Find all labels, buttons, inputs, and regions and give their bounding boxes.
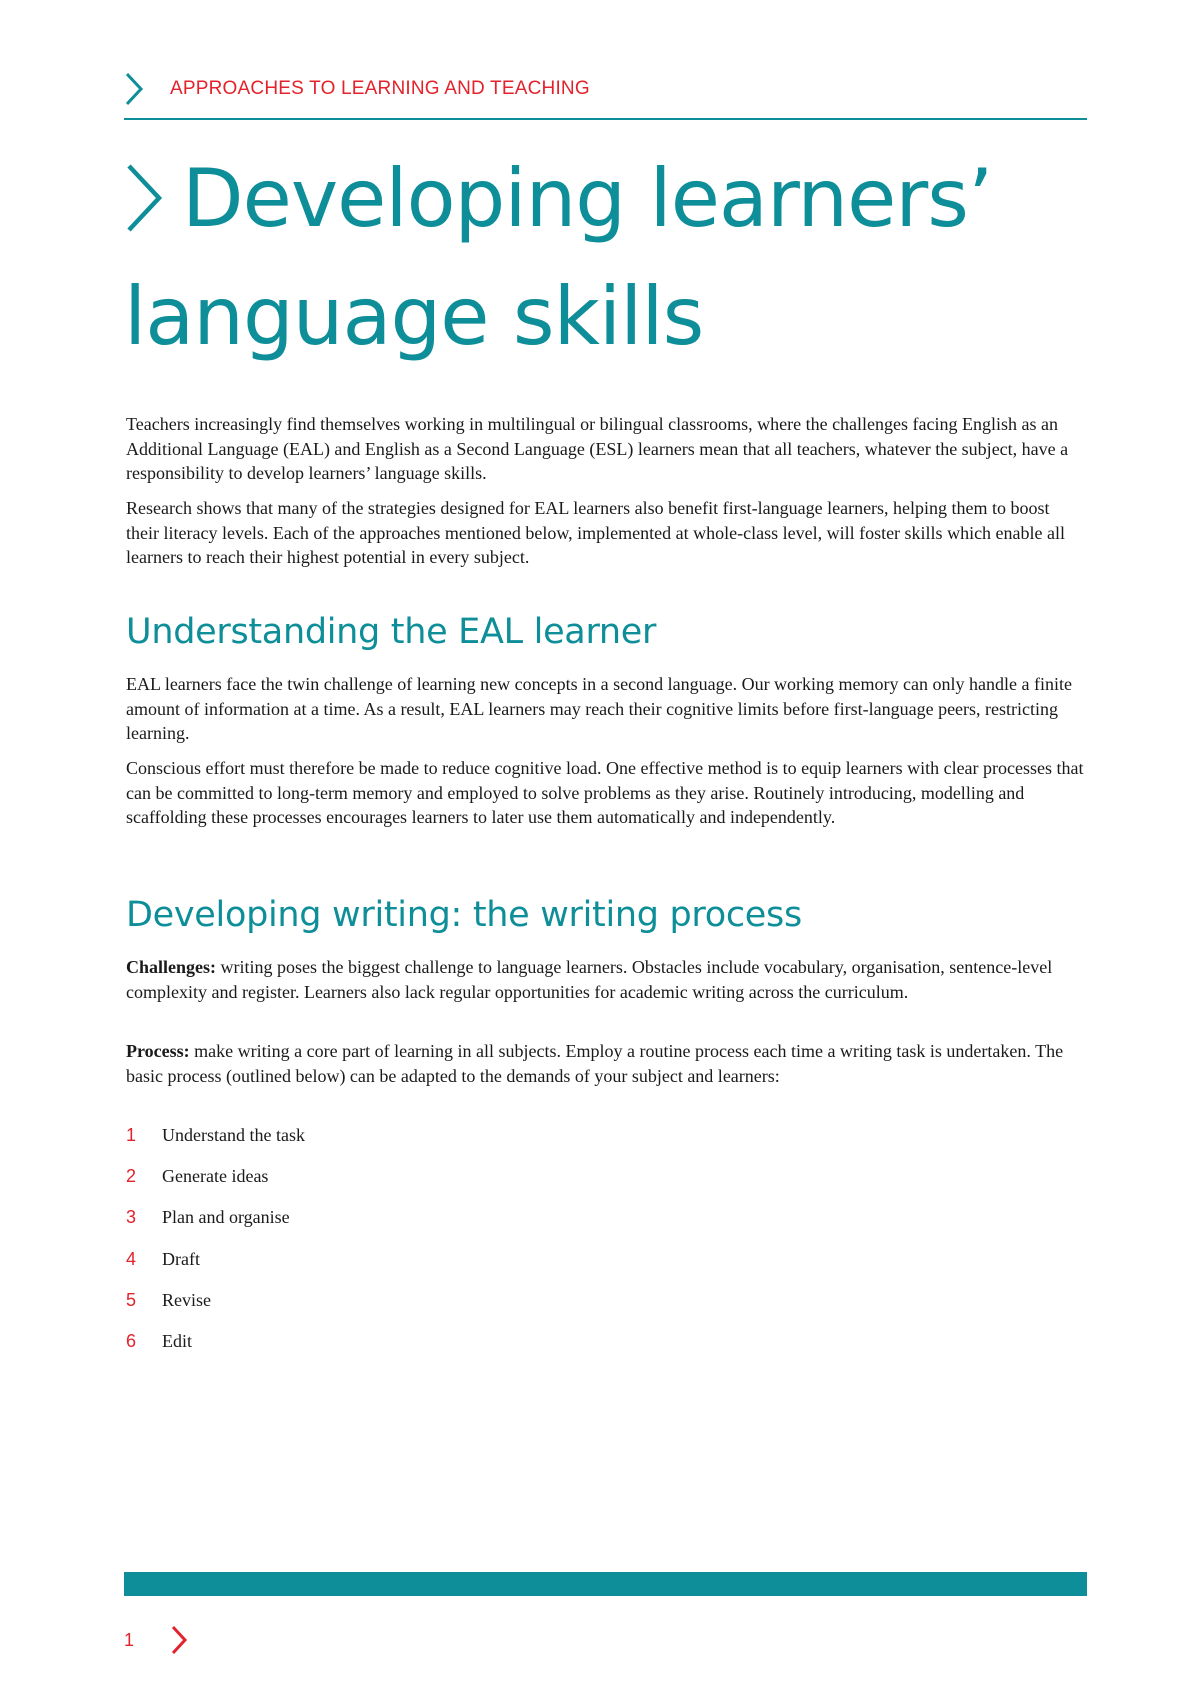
- eal-paragraph-1: EAL learners face the twin challenge of learning new concepts in a second language. Our working memory can only handle a finite amount of information at a time. As a result, EAL learners may reach their cognitive limits before first-language peers, restricting learning.: [126, 674, 1072, 743]
- step-label: Generate ideas: [162, 1166, 269, 1187]
- eal-paragraph-2: Conscious effort must therefore be made to reduce cognitive load. One effective method is to equip learners with clear processes that can be committed to long-term memory and employed to solve problems as they arise. Routinely introducing, modelling and scaffolding these processes encourages learners to later use them automatically and independently.: [126, 758, 1084, 827]
- step-label: Draft: [162, 1248, 200, 1269]
- step-number: 4: [126, 1248, 137, 1269]
- section-heading-writing: Developing writing: the writing process: [126, 895, 802, 935]
- intro-paragraph-1: Teachers increasingly find themselves working in multilingual or bilingual classrooms, where the challenges facing English as an Additional Language (EAL) and English as a Second Language (ESL) learners mean that all teachers, whatever the subject, have a responsibility to develop learners’ language skills.: [126, 414, 1069, 483]
- intro-paragraph-2: Research shows that many of the strategies designed for EAL learners also benefit first-language learners, helping them to boost their literacy levels. Each of the approaches mentioned below, implemented at whole-class level, will foster skills which enable all learners to reach their highest potential in every subject.: [126, 498, 1066, 567]
- writing-steps-list: [126, 1123, 305, 1370]
- step-number: 6: [126, 1330, 137, 1351]
- footer-bar: [124, 1572, 1087, 1596]
- step-number: 1: [126, 1125, 137, 1145]
- page-title: [124, 140, 1084, 376]
- step-number: 3: [126, 1207, 137, 1228]
- step-number: 2: [126, 1166, 137, 1187]
- list-item: [126, 1164, 305, 1205]
- list-item: [126, 1247, 305, 1288]
- page-title-line-2: language skills: [124, 270, 704, 363]
- section-heading-eal: Understanding the EAL learner: [126, 612, 657, 652]
- challenges-label: Challenges:: [126, 957, 216, 977]
- list-item: [126, 1123, 305, 1164]
- challenges-paragraph: [126, 955, 1086, 1004]
- chevron-right-icon: [124, 72, 144, 106]
- list-item: [126, 1329, 305, 1370]
- list-item: [126, 1205, 305, 1246]
- process-text: make writing a core part of learning in all subjects. Employ a routine process each time a writing task is undertaken. The basic process (outlined below) can be adapted to the demands of your subject and learners:: [126, 1041, 1064, 1086]
- chevron-right-icon: [170, 1625, 188, 1655]
- section-label: APPROACHES TO LEARNING AND TEACHING: [170, 78, 590, 99]
- step-label: Revise: [162, 1289, 211, 1310]
- step-label: Edit: [162, 1330, 192, 1351]
- header-divider: [124, 118, 1087, 120]
- step-label: Understand the task: [162, 1125, 305, 1145]
- list-item: [126, 1288, 305, 1329]
- process-label: Process:: [126, 1041, 190, 1061]
- page-number: 1: [124, 1630, 135, 1650]
- page-title-line-1: Developing learners’: [182, 152, 993, 245]
- process-paragraph: [126, 1039, 1086, 1088]
- step-number: 5: [126, 1289, 137, 1310]
- step-label: Plan and organise: [162, 1207, 290, 1228]
- challenges-text: writing poses the biggest challenge to language learners. Obstacles include vocabulary, organisation, sentence-level complexity and register. Learners also lack regular opportunities for academic writing across the curriculum.: [126, 957, 1053, 1002]
